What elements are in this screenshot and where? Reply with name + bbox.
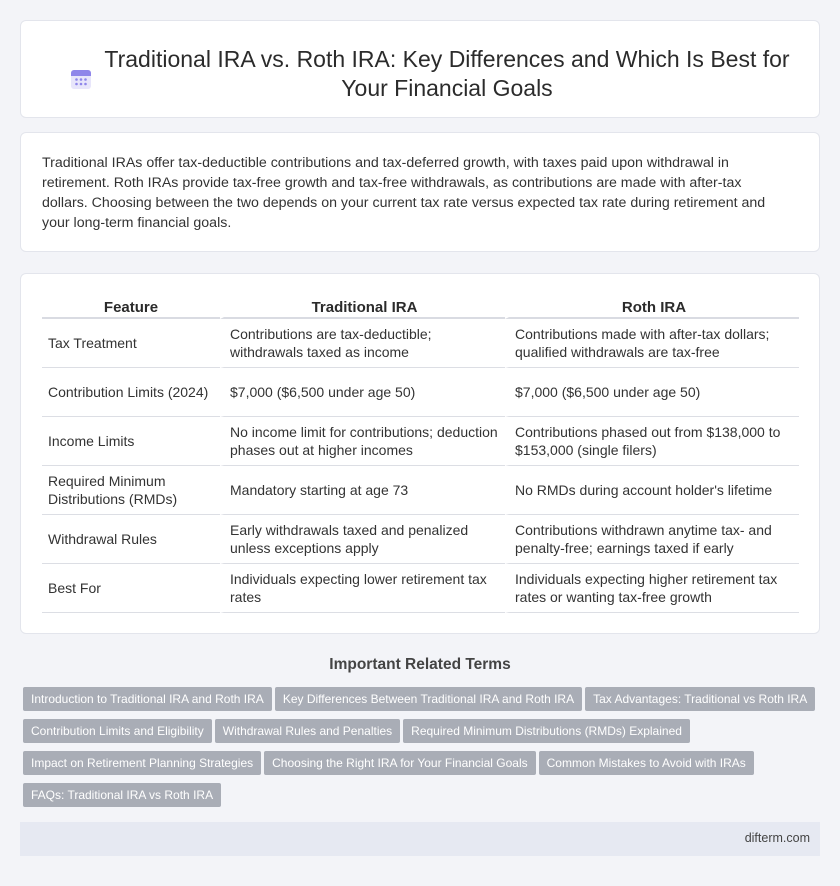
title-card	[20, 20, 820, 118]
table-row	[42, 466, 799, 515]
feature-cell: Best For	[42, 564, 220, 613]
footer	[20, 822, 820, 856]
roth-cell: $7,000 ($6,500 under age 50)	[505, 368, 799, 417]
traditional-cell: Individuals expecting lower retirement tax rates	[220, 564, 505, 613]
roth-cell: Contributions phased out from $138,000 to $153,000 (single filers)	[505, 417, 799, 466]
traditional-cell: Contributions are tax-deductible; withdrawals taxed as income	[220, 319, 505, 368]
table-header-row	[42, 296, 799, 319]
intro-paragraph: Traditional IRAs offer tax-deductible contributions and tax-deferred growth, with taxes paid upon withdrawal in retirement. Roth IRAs provide tax-free growth and tax-free withdrawals, as contributions are made with after-tax dollars. Choosing between the two depends on your current tax rate versus expected tax rate during retirement and your long-term financial goals.	[42, 155, 766, 231]
related-term-link[interactable]: FAQs: Traditional IRA vs Roth IRA	[23, 783, 221, 807]
related-term-link[interactable]: Required Minimum Distributions (RMDs) Explained	[403, 719, 690, 743]
table-row	[42, 368, 799, 417]
page-title: Traditional IRA vs. Roth IRA: Key Differences and Which Is Best for Your Financial Goals	[104, 46, 790, 101]
related-terms-heading: Important Related Terms	[329, 656, 511, 673]
roth-cell: Contributions made with after-tax dollars; qualified withdrawals are tax-free	[505, 319, 799, 368]
comparison-table-card	[20, 273, 820, 634]
traditional-cell: $7,000 ($6,500 under age 50)	[220, 368, 505, 417]
related-term-link[interactable]: Impact on Retirement Planning Strategies	[23, 751, 261, 775]
traditional-cell: No income limit for contributions; deduction phases out at higher incomes	[220, 417, 505, 466]
feature-cell: Income Limits	[42, 417, 220, 466]
feature-cell: Tax Treatment	[42, 319, 220, 368]
feature-cell: Withdrawal Rules	[42, 515, 220, 564]
traditional-cell: Mandatory starting at age 73	[220, 466, 505, 515]
comparison-table	[42, 296, 799, 613]
calendar-icon	[69, 67, 93, 91]
related-term-link[interactable]: Withdrawal Rules and Penalties	[215, 719, 400, 743]
feature-cell: Contribution Limits (2024)	[42, 368, 220, 417]
feature-cell: Required Minimum Distributions (RMDs)	[42, 466, 220, 515]
footer-site-link[interactable]: difterm.com	[744, 831, 810, 845]
roth-cell: Individuals expecting higher retirement tax rates or wanting tax-free growth	[505, 564, 799, 613]
roth-cell: Contributions withdrawn anytime tax- and penalty-free; earnings taxed if early	[505, 515, 799, 564]
table-row	[42, 515, 799, 564]
table-row	[42, 319, 799, 368]
table-row	[42, 564, 799, 613]
related-terms-list	[23, 687, 823, 815]
related-term-link[interactable]: Introduction to Traditional IRA and Roth IRA	[23, 687, 272, 711]
related-term-link[interactable]: Tax Advantages: Traditional vs Roth IRA	[585, 687, 815, 711]
intro-card	[20, 132, 820, 252]
related-term-link[interactable]: Choosing the Right IRA for Your Financial Goals	[264, 751, 535, 775]
related-term-link[interactable]: Key Differences Between Traditional IRA and Roth IRA	[275, 687, 582, 711]
header-traditional-ira: Traditional IRA	[220, 296, 505, 319]
related-term-link[interactable]: Common Mistakes to Avoid with IRAs	[539, 751, 754, 775]
header-feature: Feature	[42, 296, 220, 319]
roth-cell: No RMDs during account holder's lifetime	[505, 466, 799, 515]
traditional-cell: Early withdrawals taxed and penalized unless exceptions apply	[220, 515, 505, 564]
related-term-link[interactable]: Contribution Limits and Eligibility	[23, 719, 212, 743]
header-roth-ira: Roth IRA	[505, 296, 799, 319]
table-row	[42, 417, 799, 466]
